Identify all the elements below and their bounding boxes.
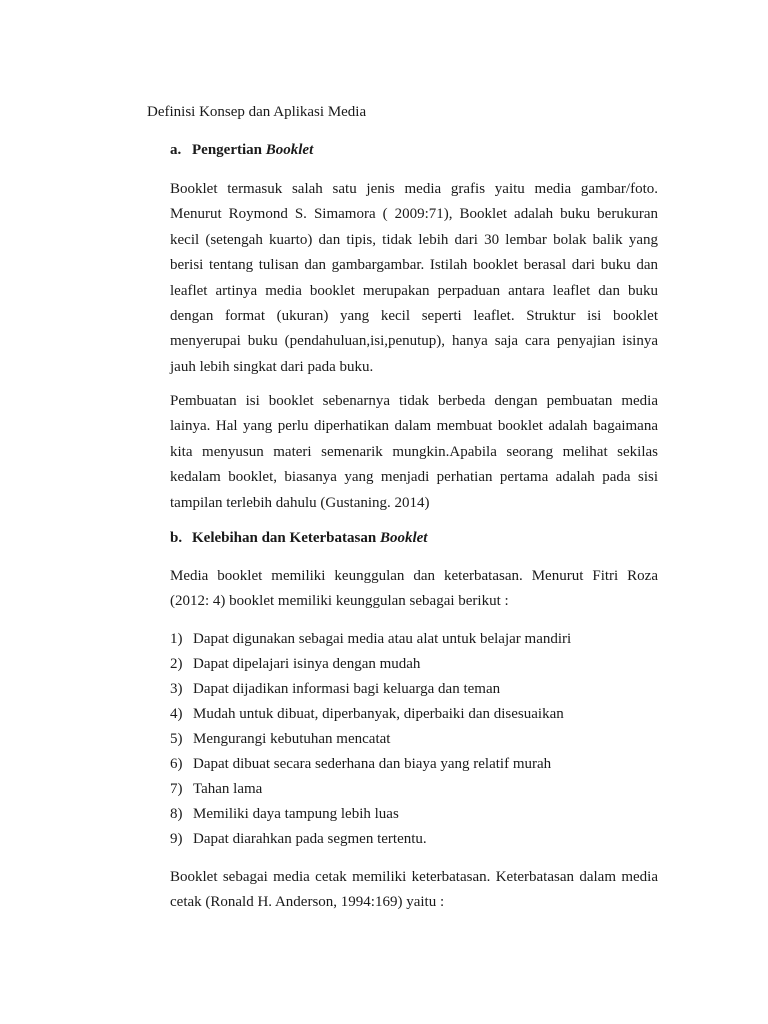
section-b-heading-text: Kelebihan dan Keterbatasan — [192, 530, 380, 546]
list-item-text: Mudah untuk dibuat, diperbanyak, diperbaiki dan disesuaikan — [193, 706, 564, 722]
section-b-intro: Media booklet memiliki keunggulan dan keterbatasan. Menurut Fitri Roza (2012: 4) booklet memiliki keunggulan sebagai berikut : — [170, 568, 658, 610]
list-item — [170, 702, 658, 727]
list-item — [170, 727, 658, 752]
advantages-list — [170, 627, 658, 852]
section-b-closing: Booklet sebagai media cetak memiliki keterbatasan. Keterbatasan dalam media cetak (Ronald H. Anderson, 1994:169) yaitu : — [170, 869, 658, 911]
list-item-number: 6) — [170, 756, 183, 772]
list-item-text: Dapat dipelajari isinya dengan mudah — [193, 656, 421, 672]
section-a-paragraph-1: Booklet termasuk salah satu jenis media grafis yaitu media gambar/foto. Menurut Roymond S. Simamora ( 2009:71), Booklet adalah buku berukuran kecil (setengah kuarto) dan tipis, tidak lebih dari 30 lembar bolak balik yang berisi tentang tulisan dan gambargambar. Istilah booklet berasal dari buku dan leaflet artinya media booklet merupakan perpaduan antara leaflet dan buku dengan format (ukuran) yang kecil seperti leaflet. Struktur isi booklet menyerupai buku (pendahuluan,isi,penutup), hanya saja cara penyajian isinya jauh lebih singkat dari pada buku. — [170, 181, 658, 375]
document-title: Definisi Konsep dan Aplikasi Media — [147, 104, 367, 120]
list-item-text: Mengurangi kebutuhan mencatat — [193, 731, 391, 747]
list-item-text: Dapat dibuat secara sederhana dan biaya yang relatif murah — [193, 756, 552, 772]
list-item — [170, 627, 658, 652]
section-a-heading — [170, 140, 313, 160]
section-a-heading-text: Pengertian — [192, 142, 266, 158]
section-b-heading — [170, 528, 427, 548]
list-item-number: 2) — [170, 656, 183, 672]
list-item — [170, 777, 658, 802]
list-item-number: 9) — [170, 831, 183, 847]
list-item-text: Dapat diarahkan pada segmen tertentu. — [193, 831, 427, 847]
list-item-text: Dapat digunakan sebagai media atau alat untuk belajar mandiri — [193, 631, 572, 647]
list-item — [170, 752, 658, 777]
list-item-text: Tahan lama — [193, 781, 263, 797]
list-item-number: 7) — [170, 781, 183, 797]
list-item-number: 8) — [170, 806, 183, 822]
list-item — [170, 677, 658, 702]
section-a-marker: a. — [170, 142, 182, 158]
section-a-heading-emphasis: Booklet — [265, 142, 314, 158]
list-item-number: 1) — [170, 631, 183, 647]
list-item-text: Memiliki daya tampung lebih luas — [193, 806, 399, 822]
list-item — [170, 652, 658, 677]
list-item-number: 5) — [170, 731, 183, 747]
list-item — [170, 802, 658, 827]
section-b-heading-emphasis: Booklet — [379, 530, 428, 546]
section-b-marker: b. — [170, 530, 183, 546]
list-item-number: 3) — [170, 681, 183, 697]
list-item — [170, 827, 658, 852]
section-a-paragraph-2: Pembuatan isi booklet sebenarnya tidak berbeda dengan pembuatan media lainya. Hal yang perlu diperhatikan dalam membuat booklet adalah bagaimana kita menyusun materi semenarik mungkin.Apabila seorang melihat sekilas kedalam booklet, biasanya yang menjadi perhatian pertama adalah pada sisi tampilan terlebih dahulu (Gustaning. 2014) — [170, 393, 658, 511]
list-item-number: 4) — [170, 706, 183, 722]
list-item-text: Dapat dijadikan informasi bagi keluarga dan teman — [193, 681, 501, 697]
